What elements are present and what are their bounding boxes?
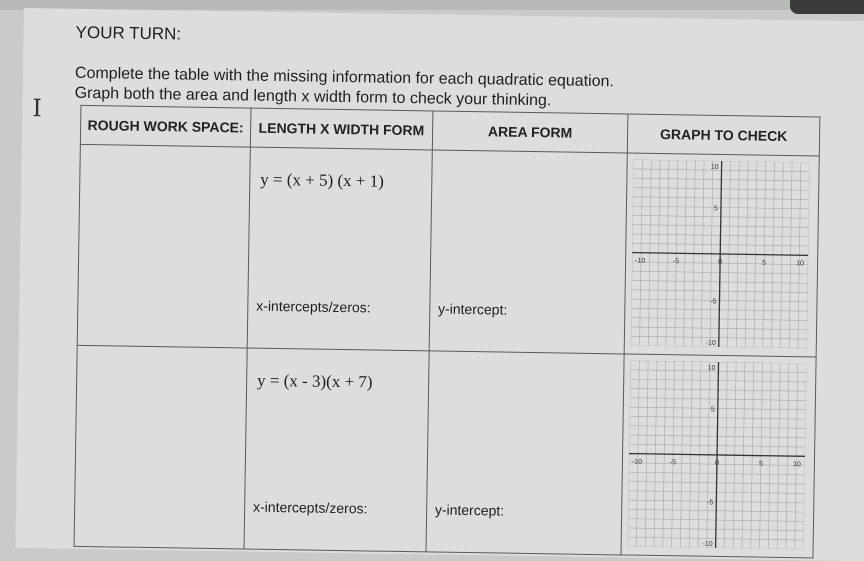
x-tick-label: 0: [715, 459, 720, 467]
y-intercept-label: y-intercept:: [434, 501, 505, 519]
y-tick-label: 10: [707, 364, 716, 372]
y-tick-label: -5: [707, 499, 714, 507]
length-width-cell[interactable]: [244, 348, 429, 552]
x-tick-label: 10: [793, 461, 802, 469]
header-graph: GRAPH TO CHECK: [628, 114, 820, 156]
y-tick-label: -5: [710, 298, 717, 306]
coordinate-grid[interactable]: [631, 160, 810, 349]
graph-cell[interactable]: [621, 354, 816, 558]
y-tick-label: 10: [711, 163, 719, 171]
y-tick-label: 5: [711, 406, 716, 414]
header-area-form: AREA FORM: [432, 111, 628, 153]
x-tick-label: 5: [762, 259, 767, 267]
rough-work-cell[interactable]: [77, 144, 250, 348]
instruction-line-1: Complete the table with the missing information for each quadratic equation.: [74, 64, 615, 91]
x-tick-label: -10: [632, 458, 643, 466]
x-intercepts-label: x-intercepts/zeros:: [256, 297, 371, 316]
area-form-cell[interactable]: [429, 150, 628, 354]
y-tick-label: -10: [702, 540, 714, 548]
equation: y = (x + 5) (x + 1): [260, 169, 385, 191]
x-tick-label: -5: [670, 459, 677, 467]
y-intercept-label: y-intercept:: [437, 300, 508, 318]
page-title: YOUR TURN:: [75, 22, 182, 44]
header-length-width: LENGTH X WIDTH FORM: [250, 108, 432, 150]
equation: y = (x - 3)(x + 7): [256, 370, 373, 392]
x-tick-label: 5: [759, 460, 764, 468]
rough-work-cell[interactable]: [74, 345, 247, 549]
x-intercepts-label: x-intercepts/zeros:: [252, 498, 368, 517]
worksheet-paper: [16, 8, 864, 561]
coordinate-grid[interactable]: [628, 361, 807, 550]
x-tick-label: 10: [796, 260, 805, 268]
table-row: [77, 144, 819, 357]
x-tick-label: -5: [673, 258, 680, 266]
length-width-cell[interactable]: [247, 147, 432, 351]
x-tick-label: 0: [718, 258, 723, 266]
text-cursor-icon: I: [32, 94, 43, 123]
graph-cell[interactable]: [624, 153, 819, 357]
top-corner-device: [790, 0, 864, 14]
header-rough-work: ROUGH WORK SPACE:: [80, 105, 250, 147]
instruction-line-2: Graph both the area and length x width form to check your thinking.: [74, 84, 552, 110]
y-tick-label: -10: [705, 339, 717, 347]
worksheet-table: [74, 105, 821, 559]
y-tick-label: 5: [714, 205, 719, 213]
x-tick-label: -10: [635, 257, 646, 265]
top-strip: [0, 0, 864, 10]
table-row: [74, 345, 816, 558]
area-form-cell[interactable]: [426, 351, 625, 555]
